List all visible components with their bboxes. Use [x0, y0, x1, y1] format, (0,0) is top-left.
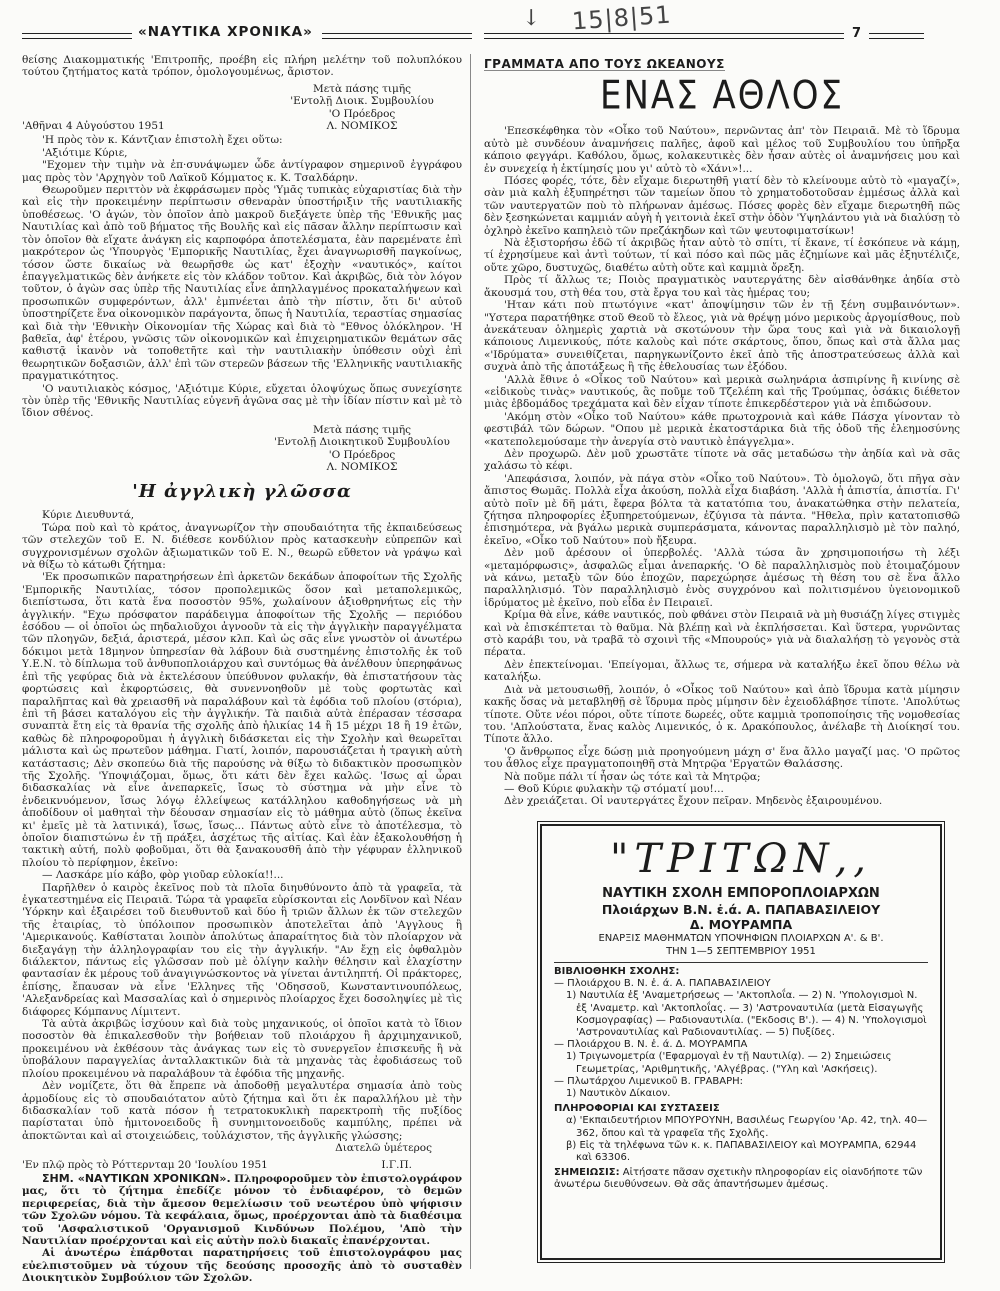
article-paragraph: Διὰ νὰ μετουσιωθῇ, λοιπόν, ὁ «Οἶκος τοῦ Ναύτου» καὶ ἀπὸ ἵδρυμα κατὰ μίμησιν κακῆς ὅσας νὰ μεταβληθῇ σὲ ἵδρυμα πρὸς μίμησιν δὲν ἐχειοδλάβησε τίποτε. 'Απολύτως τίποτε. Οὔτε νέοι πόροι, οὔτε τίποτε δωρεές, οὔτε καμμιὰ τροποποίησις τῆς νομοθεσίας του. 'Απλούστατα, ἕνας καλὸς Λιμενικός, ὁ κ. Δρακόπουλος, ἀνέλαβε τὴ Διοίκησί του. Τίποτε ἄλλο.	[484, 683, 960, 746]
handwritten-date: 15|8|51	[571, 0, 673, 36]
letter1-place-date: 'Αθῆναι 4 Αὐγούστου 1951	[22, 120, 165, 133]
ad-author: — Πλοιάρχου Β. Ν. ἐ. ά. Α. ΠΑΠΑΒΑΣΙΛΕΙΟΥ	[554, 978, 771, 990]
editor-note-text: Πληροφοροῦμεν τὸν ἐπιστολογράφον μας, ὅτι τὸ ζήτημα ἐπεδίζε μόνον τὸ ἐνδιαφέρον, τὸ θεμῶν περιφερείας, διὰ τὴν ἄμεσον θεμελίωσιν τοῦ νεωτέρου ὑπὸ ψήφισιν τῶν Σχολῶν νόμου. Τὰ κεφάλαια, ὅμως, προέρχονται ἀπὸ τὰ διαθέσιμα τοῦ 'Ασφαλιστικοῦ 'Οργανισμοῦ Κινδύνων Πολέμου, 'Απὸ τὴν Ναυτιλίαν προέρχονται καὶ εἰς αὐτὴν πολὺ διακαῖς ἐπανέρχονται.	[22, 1172, 462, 1247]
arrow-mark-icon: ↓	[522, 6, 541, 31]
article-paragraph: Πρὸς τί ἄλλως τε; Ποιὸς πραγματικὸς ναυτεργάτης δὲν αἰσθάνθηκε ἀηδία στὸ ἄκουσμά του, στὴ θέα του, στὰ ἔργα του καὶ τὰς ἡμέρας του;	[484, 274, 960, 299]
ad-note-label: ΣΗΜΕΙΩΣΙΣ:	[554, 1167, 620, 1179]
ad-info-heading: ΠΛΗΡΟΦΟΡΙΑΙ ΚΑΙ ΣΥΣΤΑΣΕΙΣ	[554, 1103, 720, 1115]
ad-captains: Πλοιάρχων Β.Ν. ἐ.ά. Α. ΠΑΠΑΒΑΣΙΛΕΙΟΥ	[601, 902, 881, 917]
article-paragraph: Νὰ ἐξιστορήσω ἐδῶ τί ἀκριβῶς ἦταν αὐτὸ τὸ σπίτι, τί ἔκανε, τί ἐσκόπευε νὰ κάμῃ, τί ἐχρησίμευε καὶ ἀντὶ τούτων, τί καὶ πόσο καὶ πῶς μᾶς ἐζημίωνε καὶ μᾶς ἐξηυτέλιζε, οὔτε χῶρο, δυστυχῶς, διαθέτω αὐτὴ οὔτε καὶ καμμιὰ ὄρεξη.	[484, 237, 960, 274]
letter2-paragraph: 'Ο ναυτιλιακὸς κόσμος, 'Αξιότιμε Κύριε, εὔχεται ὁλοψύχως ὅπως συνεχίσητε τὸν ὑπὲρ τῆς 'Εθνικῆς Ναυτιλίας εὐγενῆ ἀγῶνα σας μὲ τὴν ἰδίαν πίστιν καὶ μὲ τὸ ἴδιον σθένος.	[22, 382, 462, 420]
letter1-signature-row	[22, 83, 462, 133]
newspaper-title: «ΝΑΥΤΙΚΑ ΧΡΟΝΙΚΑ»	[132, 24, 319, 40]
ad-book-list: 1) Τριγωνομετρία ('Εφαρμογαὶ ἐν τῇ Ναυτιλίᾳ). — 2) Σημειώσεις Γεωμετρίας, 'Αριθμητικῆς, 'Αλγέβρας. ("Υλη καὶ 'Ασκήσεις).	[566, 1051, 892, 1075]
school-advertisement	[540, 824, 942, 1260]
article-place-date: 'Εν πλῷ πρὸς τὸ Ρόττερνταμ 20 'Ιουλίου 1951	[22, 1158, 268, 1171]
ad-note	[554, 1167, 928, 1191]
ad-divider	[554, 962, 928, 963]
article-paragraph: Τὰ αὐτὰ ἀκριβῶς ἰσχύουν καὶ διὰ τοὺς μηχανικούς, οἱ ὁποῖοι κατὰ τὸ ἴδιον ποσοστὸν θὰ ἐπικαλεσθοῦν τὴν βοήθειαν τοῦ πλοιάρχου ἢ ἀρχιμηχανικοῦ, προκειμένου νὰ ἐκθέσουν τὰς ἀνάγκας των εἰς τὸ συνεργεῖον ἐπισκευῆς ἢ νὰ ὑποβάλουν παραγγελίας ἀνταλλακτικῶν διὰ τὰ μηχανὰς τὰς ἐφοδιάσεως τοῦ πλοίου προκειμένου νὰ παραλάβουν τὰ ἐφόδια τῆς μηχανῆς.	[22, 1018, 462, 1080]
signature-line: 'Ο Πρόεδρος	[328, 107, 396, 120]
ad-start-date: ΤΗΝ 1—5 ΣΕΠΤΕΜΒΡΙΟΥ 1951	[666, 946, 816, 957]
article-paragraph: Δὲν χρειάζεται. Οἱ ναυτεργάτες ἔχουν πεῖραν. Μηδενὸς ἐξαιρουμένου.	[504, 795, 883, 808]
signature-line: Μετὰ πάσης τιμῆς	[312, 82, 412, 95]
letter1-paragraph: θείσης Διακομματικής 'Επιτροπῆς, προέβη εἰς πλήρη μελέτην τοῦ πολυπλόκου τούτου ζητήματος κατὰ τρόπον, ὁμολογουμένως, ἄριστον.	[22, 54, 462, 79]
article-initials: Ι.Γ.Π.	[381, 1158, 412, 1171]
article-paragraph: 'Ακόμη στὸν «Οἶκο τοῦ Ναύτου» κάθε πρωτοχρονιὰ καὶ κάθε Πάσχα γίνονταν τὸ φεστιβάλ τῶν δώρων. "Οπου μὲ μερικὰ ἑκατοστάρικα διὰ τῆς ὁδοῦ τῆς ἐλεημοσύνης «κατεπολεμούσαμε τὴν ἀνεργία στὸ ναυτικὸ ἐπάγγελμα».	[484, 410, 960, 448]
section-heading: ΓΡΑΜΜΑΤΑ ΑΠΟ ΤΟΥΣ ΩΚΕΑΝΟΥΣ	[484, 57, 725, 71]
article-paragraph: Δὲν νομίζετε, ὅτι θὰ ἔπρεπε νὰ ἀποδοθῇ μεγαλυτέρα σημασία ἀπὸ τοὺς ἁρμοδίους εἰς τὸ σπουδαιότατον αὐτὸ ζήτημα καὶ ὅτι ἐκ παραλλήλου μὲ τὴν διδασκαλίαν τοῦ κατὰ πόσον ἡ τετρατοκυκλικὴ παρεκτροπὴ τῆς πυξίδος παρίσταται ὑπὸ ἡμιτονοειδοῦς ἢ συνημιτονοειδοῦς καμπύλης, πρέπει νὰ ἀποκτῶνται καὶ αἱ στοιχειώδεις, τοὐλάχιστον, τῆς ἀγγλικῆς γλώσσης;	[22, 1080, 462, 1142]
article-closing: Διατελῶ ὑμέτερος	[335, 1142, 432, 1155]
ad-brand: "ΤΡΙΤΩΝ,,	[609, 836, 873, 882]
ad-note-text: Αἰτήσατε πᾶσαν σχετικὴν πληροφορίαν εἰς οἱανδήποτε τῶν ἀνωτέρω διευθύνσεων. Θὰ σᾶς ἀπαντήσωμεν ἀμέσως.	[554, 1167, 923, 1191]
ad-book-list: 1) Ναυτικὸν Δίκαιον.	[566, 1088, 671, 1100]
article-paragraph: Δὲν μοῦ ἀρέσουν οἱ ὑπερβολές. 'Αλλὰ τώσα ἂν χρησιμοποιήσω τὴ λέξι «μεταμόρφωσις», ἀσφαλῶς εἶμαι ἀνεπαρκής. 'Ο δὲ παραλληλισμὸς ποὺ ἑτοιμαζόμουν νὰ κάνω, μεταξὺ τῶν δύο ἐποχῶν, παρεχώρησε ἀμέσως τὴ θέση του σὲ ἕνα ἄλλο παραλληλισμό. Τὸν παραλληλισμὸ ἑνὸς συγχρόνου καὶ πολιτισμένου ὑγειονομικοῦ ἱδρύματος μὲ ἐκεῖνο, ποὺ εἶδα ἐν Πειραιεῖ.	[484, 547, 960, 609]
ad-library-heading: ΒΙΒΛΙΟΘΗΚΗ ΣΧΟΛΗΣ:	[554, 966, 680, 977]
article-paragraph: 'Αλλὰ ἔθινε ὁ «Οἶκος τοῦ Ναύτου» καὶ μερικὰ σωληνάρια ἀσπιρίνης ἢ κινίνης σὲ «εἰδικοὺς τινὰς» ναυτικούς, ἂς ποῦμε τοῦ Τζελέπη καὶ τῆς Τρούμπας, ὁσάκις διέθετον μιὰς ἑβδομάδος τρεχάματα καὶ δὲν εἶχαν τίποτε ἐπικερδέστερον γιὰ νὰ ἐπιδώσουν.	[484, 373, 960, 411]
article-paragraph: Νὰ ποῦμε πάλι τί ἦσαν ὡς τότε καὶ τὰ Μητρῷα;	[504, 770, 761, 783]
article-title: 'Η ἀγγλικὴ γλῶσσα	[132, 481, 352, 503]
letter2-intro: 'Η πρὸς τὸν κ. Κάντζιαν ἐπιστολὴ ἔχει οὕτω:	[42, 134, 283, 147]
article-paragraph: 'Εκ προσωπικῶν παρατηρήσεων ἐπὶ ἀρκετῶν δεκάδων ἀποφοίτων τῆς Σχολῆς 'Εμπορικῆς Ναυτιλίας, τόσον προπολεμικῶς ὅσον καὶ μεταπολεμικῶς, διεπίστωσα, ὅτι κατὰ ἕνα ποσοστὸν 95%, χωλαίνουν ἀξιοθρηνήτως εἰς τὴν ἀγγλικήν. "Εχω πρόσφατον παράδειγμα ἀποφοίτων τῆς Σχολῆς — περιόδου ἐσόδου — οἱ ὁποῖοι ὡς πηδαλιοῦχοι ἀγνοοῦν τὰ εἰς τὴν ἀγγλικὴν παραγγέλματα τῶν πλοηγῶν, δεξιά, ἀριστερά, μέσον κλπ. Καὶ ὡς σᾶς εἶνε γνωστὸν οἱ ἀνωτέρω δόκιμοι μετὰ 18μηνον ὑπηρεσίαν θὰ λάβουν διὰ συστημένης ἐπιστολῆς ἐκ τοῦ Υ.Ε.Ν. τὸ δίπλωμα τοῦ ἀνθυποπλοιάρχου καὶ συντόμως θὰ ἀνέλθουν ὑπερηφάνως ἐπὶ τῆς γεφύρας διὰ νὰ ἐκτελέσουν ὑπεύθυνον φυλακήν, θὰ ἐπιστατήσουν τὰς φορτώσεις καὶ ἐκφορτώσεις, θὰ συνεννοηθοῦν μὲ τοὺς φορτωτὰς καὶ παραλῆπτας καὶ θὰ χρειασθῆ νὰ παραλάβουν καὶ τὰ ἐφόδια τοῦ πλοίου (στόρια), ἐπὶ τῆ βάσει καταλόγου εἰς τὴν ἀγγλικήν. Τὰ παιδιὰ αὐτὰ ἐπέρασαν τέσσαρα συναπτὰ ἔτη εἰς τὰ θρανία τῆς σχολῆς ἀπὸ ἡλικίας 14 ἢ 15 μέχρι 18 ἢ 19 ἐτῶν, καθὼς δὲ πληροφοροῦμαι ἡ ἀγγλικὴ διδάσκεται εἰς τὴν Σχολὴν καὶ θεωρεῖται μάλιστα καὶ ὡς πρωτεῦον μάθημα. Γιατί, λοιπόν, παρουσιάζεται ἡ τραγικὴ αὐτὴ κατάστασις; Δὲν σκοπεύω διὰ τῆς παρούσης νὰ θίξω τὸ διδακτικὸν προσωπικὸν τῆς Σχολῆς. 'Υποψιάζομαι, ὅμως, ὅτι κάτι δὲν ἔχει καλῶς. 'Ισως αἱ ὧραι διδασκαλίας νὰ εἶνε ἀνεπαρκεῖς, ἴσως τὸ σύστημα νὰ μὴν εἶνε τὸ ἐνδεικνυόμενον, ἴσως λόγῳ ἐλλείψεως κατάλληλου καθοδηγήσεως νὰ μὴ ἀποδίδουν οἱ μαθηταὶ τὴν δέουσαν σημασίαν εἰς τὸ μάθημα αὐτὸ (ὅπως ἐκεῖνα κι' ἐμεῖς μὲ τὰ λατινικά), ἴσως, ἴσως... Πάντως αὐτὸ εἶνε τὸ ἀποτέλεσμα, τὸ ὁποῖον διαπιστώνω ἐν τῇ πράξει, ἀσχέτως τῆς αἰτίας. Καὶ ἐὰν ἐξακολουθήσῃ ἡ τακτικὴ αὐτή, πολὺ φοβοῦμαι, ὅτι θὰ ξανακουσθῆ ἀπὸ τὴν γέφυραν ἑλληνικοῦ πλοίου τὸ περίφημον, ἐκεῖνο:	[22, 571, 462, 869]
article-paragraph: 'Επεσκέφθηκα τὸν «Οἶκο τοῦ Ναύτου», περνῶντας ἀπ' τὸν Πειραιᾶ. Μὲ τὸ ἵδρυμα αὐτὸ μὲ συνδέουν ἀναμνήσεις παλῆες, ἀφοῦ καὶ μέλος τοῦ Συμβουλίου του ὑπῆρξα κάποιο φεγγάρι. Καθόλου, ὅμως, κολακευτικὲς δὲν ἦσαν αὐτὲς οἱ ἀναμνήσεις μου καὶ ἐν συνεχείᾳ ἡ ἐκτίμησίς μου γι' αὐτὸ τὸ «Χάνι»!...	[484, 125, 960, 175]
ad-book-list: 1) Ναυτιλία ἐξ 'Αναμετρήσεως — 'Ακτοπλοΐα. — 2) Ν. 'Υπολογισμοὶ Ν. ἐξ 'Αναμετρ. καὶ 'Ακτοπλοΐας. — 3) 'Αστροναυτιλία (μετὰ Εἰσαγωγῆς Κοσμογραφίας) — Ραδιοναυτιλία. ("Εκδοσις Β'.). — 4) Ν. 'Υπολογισμοὶ 'Αστροναυτιλίας καὶ Ραδιοναυτιλίας. — 5) Πυξίδες.	[566, 990, 927, 1039]
page-number: 7	[852, 26, 862, 41]
editor-note-2-text: Αἱ ἀνωτέρω ἐπάρθοται παρατηρήσεις τοῦ ἐπιστολογράφου μας εὐελπιστοῦμεν νὰ τύχουν τῆς δεούσης προσοχῆς ἀπὸ τὸ συσταθὲν Διοικητικὸν Συμβούλιον τῶν Σχολῶν.	[22, 1247, 462, 1285]
ad-captain-2: Δ. ΜΟΥΡΑΜΠΑ	[689, 917, 793, 932]
article-paragraph: 'Ηταν κάτι ποὺ πτωτόγινε «κατ' ἀποψίμησιν τῶν ἐν τῇ ξένη συμβαινόντων». "Υστερα παρατήθηκε στοῦ Θεοῦ τὸ ἔλεος, γιὰ νὰ θρέψῃ μόνο μερικοὺς ἀργομίσθους, ποὺ ἀνεκάτευαν ὁλημερὶς χαρτιὰ νὰ σκοτώνουν τὴν ὥρα τους καὶ γιὰ νὰ δικαιολογῇ κάποιους Λιμενικούς, πότε καλοὺς καὶ πότε σκάρτους, ὅπου, ὅπως καὶ στὰ ἄλλα μας «'Ιδρύματα» συνειθίζεται, παρηγκωνίζοντο ἐκεῖ ἀπὸ τῆς ἀποστρατεύσεως ἀλλὰ καὶ συχνὰ ἀπὸ τῆς ἀποτάξεως ἢ τῆς ἐθελουσίας των ἐξόδου.	[484, 299, 960, 374]
article-sign-row	[22, 1159, 462, 1171]
column-divider	[470, 54, 471, 1269]
letter2-signature	[262, 424, 462, 474]
header-rule-left	[22, 33, 132, 39]
article-headline: ΕΝΑΣ ΑΘΛΟΣ	[600, 73, 844, 120]
left-column	[22, 54, 463, 1285]
editor-note	[22, 1173, 462, 1247]
right-column	[484, 54, 960, 816]
header-rule-end	[869, 33, 924, 39]
letter2-paragraph: Θεωροῦμεν περιττὸν νὰ ἐκφράσωμεν πρὸς 'Υμᾶς τυπικὰς εὐχαριστίας διὰ τὴν καὶ εἰς τὴν προκειμένην περίπτωσιν σθεναρὰν ὑποστήριξιν τῆς ναυτιλιακῆς ὑποθέσεως. 'Ο ἀγών, τὸν ὁποῖον ἀπὸ μακροῦ διεξάγετε ὑπὲρ τῆς 'Εθνικῆς μας Ναυτιλίας καὶ ἀπὸ τοῦ βήματος τῆς Βουλῆς καὶ εἰς πᾶσαν ἄλλην περίπτωσιν καὶ τὸν ὁποῖον θὰ εἴχατε ἀνάγκη εἰς καρποφόρα ἀποτελέσματα, ἐὰν παρεμένατε ἐπὶ μακρότερον ὡς 'Υπουργὸς 'Εμπορικῆς Ναυτιλίας, ἔχει ἀναγνωρισθῆ παγκοίνως, τόσον ὥστε δικαίως νὰ θεωρῆσθε ὡς κατ' ἐξοχὴν «ναυτικός», καίτοι ἐπαγγελματικῶς δὲν ἀνήκετε εἰς τὸν κλάδον τοῦτον. Καὶ ἀκριβῶς, διὰ τὸν λόγον τοῦτον, ὁ ἀγὼν σας ὑπὲρ τῆς Ναυτιλίας εἶνε ἀπηλλαγμένος προκαταλήψεων καὶ προσωπικῶν συμφερόντων, ἀλλ' ἐμπνέεται ἀπὸ τὴν πίστιν, ὅτι δι' αὐτοῦ ὑποστηρίζετε ἕνα οἰκονομικὸν παράγοντα, ὅπως ἡ Ναυτιλία, τεραστίας σημασίας καὶ διὰ τὴν 'Εθνικὴν Οἰκονομίαν τῆς Χώρας καὶ διὰ τὸ "Εθνος ὁλόκληρον. 'Η βαθεῖα, ἀφ' ἑτέρου, γνῶσις τῶν οἰκονομικῶν καὶ ἐπιχειρηματικῶν θεμάτων σᾶς καθιστᾷ ἱκανὸν νὰ τοποθετῆτε καὶ τὴν ναυτιλιακὴν ὑπόθεσιν οὐχὶ ἐπὶ θεωρητικῶν δοξασιῶν, ἀλλ' ἐπὶ τῶν στερεῶν βάσεων τῆς 'Ελληνικῆς ναυτιλιακῆς πραγματικότητος.	[22, 184, 463, 383]
article-paragraph: Τώρα ποὺ καὶ τὸ κράτος, ἀναγνωρίζον τὴν σπουδαιότητα τῆς ἐκπαιδεύσεως τῶν στελεχῶν τοῦ Ε. Ν. διέθεσε κονδύλιον πρὸς κατασκευὴν εὐπρεπῶν καὶ συγχρονισμένων σχολῶν ἀξιωματικῶν τοῦ Ε. Ν., θεωρῶ εὔθετον νὰ γράψω καὶ νὰ θίξω τὸ κάτωθι ζήτημα:	[22, 521, 462, 572]
article-paragraph: 'Ο ἄνθρωπος εἶχε δώσῃ μιὰ προηγούμενη μάχη σ' ἕνα ἄλλο μαγαζί μας. 'Ο πρῶτος του ἆθλος εἶχε πραγματοποιηθῆ στὰ Μητρῷα 'Εργατῶν Θαλάσσης.	[484, 745, 960, 771]
signature-name: Λ. ΝΟΜΙΚΟΣ	[326, 461, 398, 473]
ad-info-item: α) 'Εκπαιδευτήριον ΜΠΟΥΡΟΥΝΗ, Βασιλέως Γεωργίου 'Αρ. 42, τηλ. 40—362, ὅπου καὶ τὰ γραφεῖα τῆς Σχολῆς.	[566, 1115, 928, 1139]
article-paragraph: Δὲν προχωρῶ. Δὲν μοῦ χρωστᾶτε τίποτε νὰ σᾶς μεταδώσω τὴν ἀηδία καὶ νὰ σᾶς χαλάσω τὸ κέφι.	[484, 447, 960, 473]
ad-start-notice: ΕΝΑΡΞΙΣ ΜΑΘΗΜΑΤΩΝ ΥΠΟΨΗΦΙΩΝ ΠΛΟΙΑΡΧΩΝ Α'. & Β'.	[598, 933, 884, 944]
letter2-salutation: 'Αξιότιμε Κύριε,	[42, 146, 128, 159]
signature-name: Λ. ΝΟΜΙΚΟΣ	[326, 120, 398, 133]
article-paragraph: Παρῆλθεν ὁ καιρὸς ἐκεῖνος ποὺ τὰ πλοῖα διηυθύνοντο ἀπὸ τὰ γραφεῖα, τὰ ἐγκατεστημένα εἰς Πειραιᾶ. Τώρα τὰ γραφεῖα εὑρίσκονται εἰς Λονδῖνον καὶ Νέαν 'Υόρκην καὶ ἐξαιρέσει τοῦ διευθυντοῦ καὶ δύο ἢ τριῶν ἄλλων ἐκ τῶν στελεχῶν τῆς ἑταιρίας, τὸ ὑπόλοιπον προσωπικὸν ἀποτελεῖται ἀπὸ 'Αγγλους ἢ 'Αμερικανούς. Καθίσταται λοιπὸν ἀπολύτως ἀπαραίτητος διὰ τὸν πλοίαρχον νὰ διεξαγάγῃ τὴν ἀλληλογραφίαν του εἰς τὴν ἀγγλικήν. "Αν ἔχῃ εἰς ὀφθαλμὸν διάλεκτον, πάντως εἰς γλῶσσαν ποὺ μὲ ὀλίγην καλὴν θέλησιν καὶ ἐλαχίστην φαντασίαν ἐκ μέρους τοῦ ἀναγιγνώσκοντος νὰ γίνεται ἀντιληπτή. Οἱ πράκτορες, ἐπίσης, ἔπαυσαν νὰ εἶνε 'Ελληνες τῆς 'Οδησσοῦ, Κωνσταντινουπόλεως, 'Αλεξανδρείας καὶ Μασσαλίας καὶ ὁ σημερινὸς πλοίαρχος ἔχει δοσοληψίες μὲ τὶς διάφορες Κόμπανυς Λίμιτεντ.	[22, 881, 462, 1018]
ad-info-item: β) Εἰς τὰ τηλέφωνα τῶν κ. κ. ΠΑΠΑΒΑΣΙΛΕΙΟΥ καὶ ΜΟΥΡΑΜΠΑ, 62944 καὶ 63306.	[566, 1139, 917, 1164]
article-salutation: Κύριε Διευθυντά,	[42, 509, 135, 522]
editor-note-label: ΣΗΜ. «ΝΑΥΤΙΚΩΝ ΧΡΟΝΙΚΩΝ».	[42, 1171, 231, 1185]
ad-author: — Πλοιάρχου Β. Ν. ἐ. ά. Δ. ΜΟΥΡΑΜΠΑ	[554, 1039, 748, 1051]
header-rule-right	[322, 33, 472, 39]
editor-note-2	[22, 1247, 462, 1284]
letter2-paragraph: "Εχομεν τὴν τιμὴν νὰ ἐπ·συνάψωμεν ὧδε ἀντίγραφον σημερινοῦ ἐγγράφου μας πρὸς τὸν 'Αρχηγὸν τοῦ Λαϊκοῦ Κόμματος κ. Κ. Τσαλδάρην.	[22, 159, 462, 184]
article-paragraph: — Θοῦ Κύριε φυλακὴν τῷ στόματί μου!...	[504, 782, 724, 795]
ad-school-name: ΝΑΥΤΙΚΗ ΣΧΟΛΗ ΕΜΠΟΡΟΠΛΟΙΑΡΧΩΝ	[602, 886, 880, 901]
article-paragraph: Κρίμα θὰ εἶνε, κάθε ναυτικός, ποὺ φθάνει στὸν Πειραιᾶ νὰ μὴ θυσιάζῃ λίγες στιγμὲς καὶ νὰ ἐπισκέπτεται τὸ θαῦμα. Νὰ βλέπῃ καὶ νὰ ἐκπλήσσεται. Καὶ ὕστερα, γυρνῶντας στὸ καράβι του, νὰ τραβᾶ τὸ σχοινὶ τῆς «Μπουρούς» γιὰ νὰ διαλαλήσῃ τὸ γεγονὸς στὰ πέρατα.	[484, 609, 960, 659]
signature-line: 'Εντολῇ Διοικ. Συμβουλίου	[290, 95, 434, 108]
signature-line: Μετὰ πάσης τιμῆς	[312, 423, 412, 436]
article-paragraph: 'Απεφάσισα, λοιπόν, νὰ πάγα στὸν «Οἶκο τοῦ Ναύτου». Τὸ ὁμολογῶ, ὅτι πῆγα σὰν ἄπιστος Θωμᾶς. Πολλὰ εἶχα ἀκούση, πολλὰ εἶχα διαβάση. 'Αλλὰ ἡ ἀπιστία, ἀπιστία. Γι' αὐτὸ ποῖν μὲ δῆ μάτι, ἔφερα βόλτα τὰ κατατόπια του, ἀνακατώθηκα στὴν πελατεία, ζήτησα πληροφορίες ἐξυπηρετούμενων, ἐζύγισα τὰ πάντα. "Ηθελα, πρὶν κατατοπισθῶ ἐπισημότερα, νὰ βγάλω μερικὰ συμπεράσματα, κάνοντας παραλληλισμὸ μὲ τὸν παληό, ἐκεῖνο, «Οἶκο τοῦ Ναύτου» ποὺ ἤξευρα.	[484, 472, 960, 547]
article-quote: — Λασκάρε μίο κάβο, φὸρ γιοῦαρ εὐλοκία!!...	[42, 869, 284, 882]
header-rule	[484, 33, 844, 39]
signature-line: 'Εντολῇ Διοικητικοῦ Συμβουλίου	[274, 436, 450, 449]
left-header	[22, 24, 472, 44]
letter1-signature	[262, 83, 462, 133]
article-paragraph: Δὲν ἐπεκτείνομαι. 'Επείγομαι, ἄλλως τε, σήμερα νὰ καταλήξω ἐκεῖ ὅπου θέλω νὰ καταλήξω.	[484, 658, 960, 684]
article-paragraph: Πόσες φορές, τότε, δὲν εἴχαμε διερωτηθῆ γιατί δὲν τὸ κλείνουμε αὐτὸ τὸ «μαγαζί», σὰν μιὰ καλὴ ἐξυπηρέτησι τῶν ταμείων ὅπου τὸ χρηματοδοτοῦσαν ἐμμέσως ἀλλὰ καὶ τῶν ναυτεργατῶν ποὺ τὸ πλήρωναν ἀμέσως. Πόσες φορὲς δὲν εἴχαμε διερωτηθῆ πῶς δὲν ξεσηκώνεται καμμιάν αὐγὴ ἡ γειτονιὰ ἐκεῖ στὴν ὁδὸν 'Υψηλάντου γιὰ νὰ διαλύσῃ τὸ ὀχληρὸ ἐκεῖνο καπηλειὸ τῶν πρεζάκηδων καὶ τῶν ψευτοφιματσίκων!	[484, 175, 960, 237]
ad-author: — Πλωτάρχου Λιμενικοῦ Β. ΓΡΑΒΑΡΗ:	[554, 1075, 744, 1087]
signature-line: 'Ο Πρόεδρος	[328, 448, 396, 461]
